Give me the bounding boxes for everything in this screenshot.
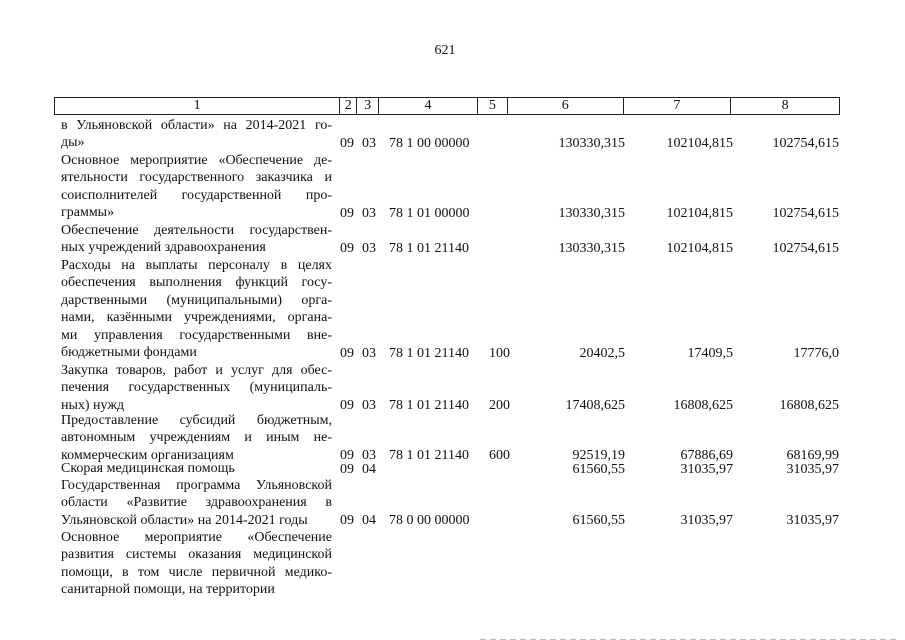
description-line: санитарной помощи, на территории: [61, 582, 275, 598]
description-line: Государственная программа Ульяновской: [61, 478, 332, 493]
amount-col-8: 102754,615: [772, 240, 839, 256]
subsection-code: 03: [362, 398, 376, 414]
description-line: печения государственных (муниципаль-: [61, 380, 332, 396]
target-article-code: 78 0 00 00000: [389, 513, 470, 529]
description-line: нами, казёнными учреждениями, органа-: [61, 310, 332, 326]
amount-col-7: 102104,815: [666, 240, 733, 256]
description-line: дарственными (муниципальными) орга-: [61, 292, 332, 308]
amount-col-6: 17408,625: [565, 398, 625, 414]
amount-col-8: 17776,0: [793, 345, 839, 361]
expense-type-code: 100: [489, 345, 510, 361]
section-code: 09: [340, 448, 354, 464]
amount-col-8: 16808,625: [779, 398, 839, 414]
subsection-code: 03: [362, 345, 376, 361]
header-cell-6: 6: [508, 98, 624, 114]
header-cell-3: 3: [357, 98, 379, 114]
row-description: [61, 362, 332, 414]
description-line: ятельности государственного заказчика и: [61, 170, 332, 186]
target-article-code: 78 1 01 21140: [389, 240, 469, 256]
target-article-code: 78 1 01 21140: [389, 398, 469, 414]
amount-col-6: 130330,315: [558, 205, 625, 221]
description-line: Закупка товаров, работ и услуг для обес-: [61, 363, 332, 378]
header-cell-2: 2: [340, 98, 357, 114]
row-description: [61, 460, 332, 477]
description-line: Основное мероприятие «Обеспечение де-: [61, 153, 332, 168]
description-line: Скорая медицинская помощь: [61, 461, 235, 476]
row-description: [61, 529, 332, 599]
amount-col-7: 31035,97: [680, 461, 733, 477]
expense-type-code: 600: [489, 448, 510, 464]
description-line: в Ульяновской области» на 2014-2021 го-: [61, 118, 332, 133]
amount-col-6: 61560,55: [572, 513, 625, 529]
section-code: 09: [340, 205, 354, 221]
description-line: ных учреждений здравоохранения: [61, 240, 266, 256]
target-article-code: 78 1 01 00000: [389, 205, 470, 221]
header-cell-1: 1: [55, 98, 340, 114]
amount-col-7: 16808,625: [673, 398, 733, 414]
amount-col-8: 68169,99: [786, 448, 839, 464]
amount-col-6: 20402,5: [579, 345, 625, 361]
subsection-code: 03: [362, 205, 376, 221]
target-article-code: 78 1 00 00000: [389, 135, 470, 151]
row-description: [61, 117, 332, 152]
amount-col-6: 61560,55: [572, 461, 625, 477]
subsection-code: 03: [362, 448, 376, 464]
section-code: 09: [340, 135, 354, 151]
description-line: граммы»: [61, 205, 115, 221]
section-code: 09: [340, 513, 354, 529]
description-line: развития системы оказания медицинской: [61, 547, 332, 563]
description-line: Обеспечение деятельности государствен-: [61, 223, 332, 238]
target-article-code: 78 1 01 21140: [389, 345, 469, 361]
description-line: ми управления государственными вне-: [61, 327, 332, 343]
description-line: помощи, в том числе первичной медико-: [61, 564, 332, 580]
amount-col-8: 102754,615: [772, 135, 839, 151]
description-line: ных) нужд: [61, 397, 125, 413]
amount-col-8: 31035,97: [786, 461, 839, 477]
section-code: 09: [340, 345, 354, 361]
amount-col-6: 130330,315: [558, 240, 625, 256]
amount-col-8: 31035,97: [786, 513, 839, 529]
section-code: 09: [340, 240, 354, 256]
header-cell-5: 5: [478, 98, 508, 114]
row-description: [61, 152, 332, 222]
description-line: области «Развитие здравоохранения в: [61, 495, 332, 511]
target-article-code: 78 1 01 21140: [389, 448, 469, 464]
description-line: соисполнителей государственной про-: [61, 187, 332, 203]
table-header: [54, 97, 840, 115]
amount-col-7: 31035,97: [680, 513, 733, 529]
row-description: [61, 257, 332, 361]
description-line: коммерческим организациям: [61, 447, 234, 463]
description-line: обеспечения выполнения функций госу-: [61, 275, 332, 291]
row-description: [61, 222, 332, 257]
amount-col-7: 67886,69: [680, 448, 733, 464]
row-description: [61, 477, 332, 529]
expense-type-code: 200: [489, 398, 510, 414]
header-cell-4: 4: [379, 98, 478, 114]
description-line: Предоставление субсидий бюджетным,: [61, 413, 332, 428]
description-line: ды»: [61, 135, 85, 151]
description-line: Расходы на выплаты персоналу в целях: [61, 258, 332, 273]
section-code: 09: [340, 398, 354, 414]
description-line: Основное мероприятие «Обеспечение: [61, 530, 332, 545]
page-number: 621: [434, 43, 456, 58]
subsection-code: 04: [362, 461, 376, 477]
amount-col-7: 102104,815: [666, 205, 733, 221]
amount-col-6: 130330,315: [558, 135, 625, 151]
description-line: бюджетными фондами: [61, 345, 197, 361]
subsection-code: 03: [362, 240, 376, 256]
section-code: 09: [340, 461, 354, 477]
amount-col-7: 17409,5: [687, 345, 733, 361]
description-line: Ульяновской области» на 2014-2021 годы: [61, 512, 308, 528]
amount-col-7: 102104,815: [666, 135, 733, 151]
description-line: автономным учреждениям и иным не-: [61, 430, 332, 446]
subsection-code: 03: [362, 135, 376, 151]
amount-col-8: 102754,615: [772, 205, 839, 221]
header-cell-7: 7: [624, 98, 732, 114]
header-cell-8: 8: [781, 98, 789, 113]
subsection-code: 04: [362, 513, 376, 529]
amount-col-6: 92519,19: [572, 448, 625, 464]
row-description: [61, 412, 332, 464]
